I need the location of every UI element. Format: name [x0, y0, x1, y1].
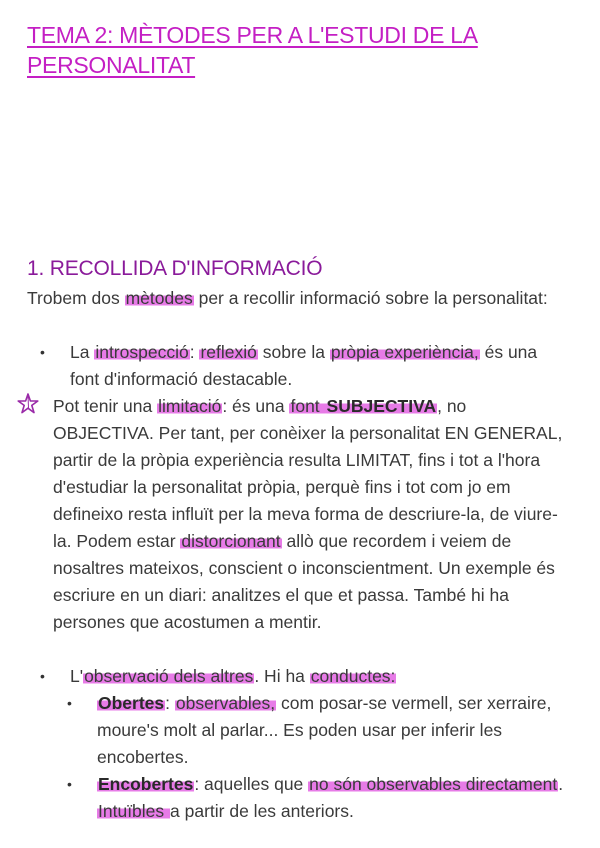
- highlight-limitacio: limitació: [158, 396, 222, 416]
- section-heading: 1. RECOLLIDA D'INFORMACIÓ: [27, 257, 323, 280]
- intro-text: Trobem dos: [27, 288, 125, 308]
- highlight-subjectiva: SUBJECTIVA: [326, 396, 437, 416]
- highlight-propia-experiencia: pròpia experiència,: [330, 342, 479, 362]
- note-text: Pot tenir una: [53, 396, 158, 416]
- page-title: TEMA 2: MÈTODES PER A L'ESTUDI DE LA PERSONALITAT: [27, 22, 478, 78]
- sub-bullet-marker: •: [67, 695, 72, 711]
- highlight-observacio: observació dels altres: [84, 666, 254, 686]
- bullet-text: . Hi ha: [254, 666, 310, 686]
- sub-bullet-marker: •: [67, 776, 72, 792]
- bullet-marker: •: [40, 668, 45, 684]
- highlight-no-son-observables: no són observables directament: [309, 774, 558, 794]
- sub-bullet-text: .: [558, 774, 564, 794]
- highlight-intuibles: Intuïbles: [98, 801, 170, 821]
- highlight-metodes: mètodes: [125, 288, 193, 308]
- bullet-text: és una font d'informació destacable.: [70, 342, 538, 389]
- sub-bullet-obertes: [97, 690, 567, 771]
- highlight-introspeccio: introspecció: [95, 342, 189, 362]
- note-text: : és una: [222, 396, 290, 416]
- highlight-conductes: conductes:: [310, 666, 396, 686]
- highlight-observables: observables,: [175, 693, 276, 713]
- star-icon: [16, 392, 40, 416]
- intro-text: per a recollir informació sobre la personalitat:: [193, 288, 548, 308]
- bullet-text: La: [70, 342, 95, 362]
- bullet-observacio: [70, 663, 570, 690]
- sub-bullet-text: a partir de les anteriors.: [170, 801, 354, 821]
- sub-bullet-text: :: [165, 693, 175, 713]
- note-paragraph: [53, 393, 565, 636]
- sub-bullet-encobertes: [97, 771, 567, 825]
- bullet-marker: •: [40, 344, 45, 360]
- note-text: allò que recordem i veiem de nosaltres mateixos, conscient o inconscientment. Un exemple és escriure en un diari: analitzes el que et passa. També hi ha persones que acostumen a mentir.: [53, 531, 555, 632]
- sub-bullet-text: com posar-se vermell, ser xerraire, moure's molt al parlar... Es poden usar per inferir les encobertes.: [97, 693, 552, 767]
- intro-paragraph: [27, 285, 567, 312]
- highlight-font: font: [290, 396, 325, 416]
- highlight-obertes: Obertes: [98, 693, 165, 713]
- bullet-text: L': [70, 666, 84, 686]
- highlight-distorcionant: distorcionant: [181, 531, 281, 551]
- sub-bullet-text: : aquelles que: [194, 774, 309, 794]
- bullet-introspeccio: [70, 339, 570, 393]
- highlight-encobertes: Encobertes: [98, 774, 194, 794]
- bullet-text: :: [189, 342, 200, 362]
- note-text: , no OBJECTIVA. Per tant, per conèixer la personalitat EN GENERAL, partir de la pròpia experiència resulta LIMITAT, fins i tot a l'hora d'estudiar la personalitat pròpia, perquè fins i tot com jo em defineixo resta influït per la meva forma de descriure-la, de viure-la. Podem estar: [53, 396, 563, 551]
- bullet-text: sobre la: [257, 342, 330, 362]
- highlight-reflexio: reflexió: [200, 342, 257, 362]
